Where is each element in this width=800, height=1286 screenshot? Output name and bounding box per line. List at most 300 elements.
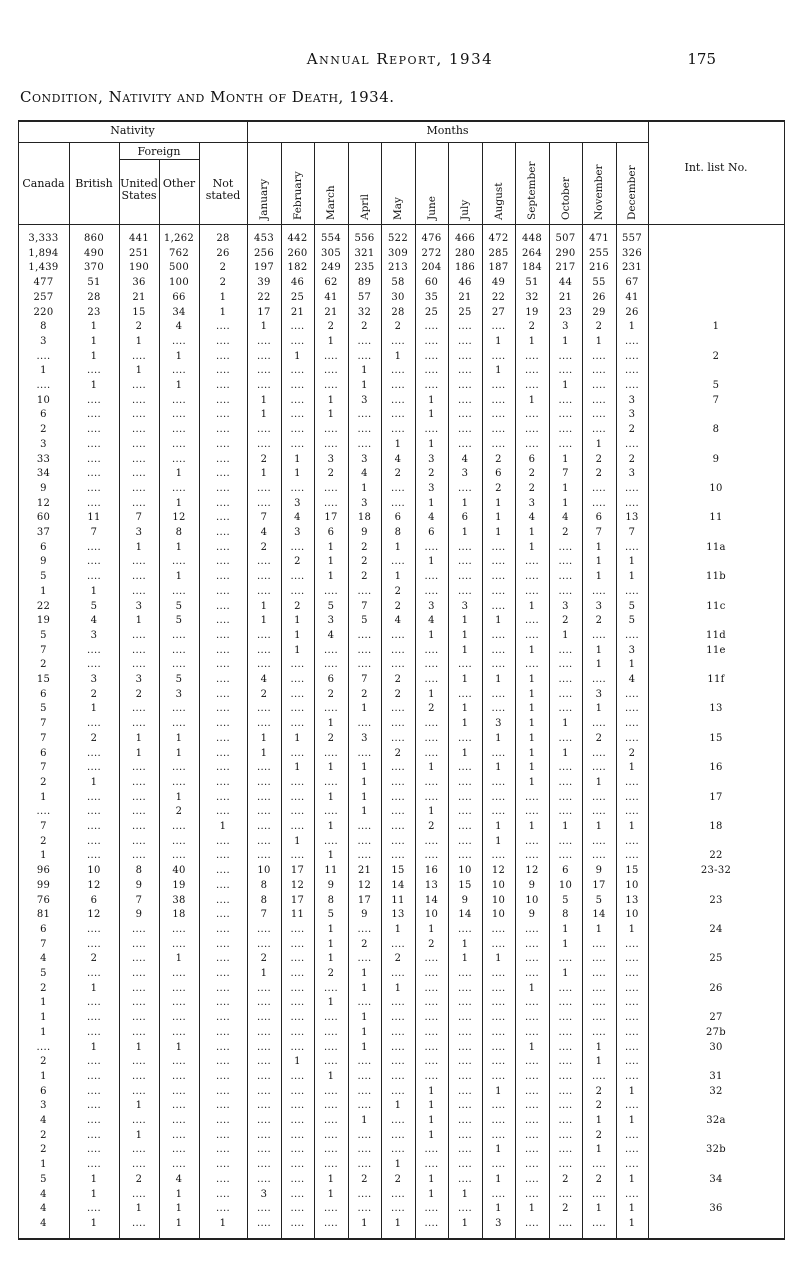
- table-cell: ....: [324, 1041, 338, 1053]
- table-cell: ....: [257, 644, 271, 656]
- table-cell: 1: [495, 732, 502, 744]
- table-cell: 2: [40, 1129, 47, 1141]
- table-cell: 1: [327, 791, 335, 803]
- table-cell: 441: [129, 233, 149, 244]
- table-cell: 860: [84, 233, 104, 244]
- frame-right-rule: [784, 120, 785, 1240]
- table-cell: 5: [562, 894, 569, 906]
- table-cell: 5: [40, 968, 47, 979]
- table-cell: ....: [257, 571, 271, 583]
- table-cell: ....: [357, 821, 372, 832]
- table-cell: 15: [458, 879, 472, 891]
- table-cell: 19: [525, 306, 539, 318]
- table-cell: 4: [294, 512, 301, 524]
- table-cell: 1: [495, 365, 502, 377]
- table-cell: 1: [528, 776, 536, 788]
- table-cell: 1: [361, 968, 368, 979]
- table-cell: 4: [428, 615, 435, 627]
- table-cell: ....: [424, 571, 439, 583]
- table-cell: ....: [391, 1070, 405, 1082]
- table-cell: ....: [625, 1026, 639, 1038]
- table-cell: 9: [327, 879, 335, 891]
- table-cell: ....: [87, 438, 101, 450]
- table-cell: 32: [525, 291, 539, 303]
- table-cell: 22: [257, 291, 271, 303]
- table-cell: ....: [216, 1070, 230, 1082]
- table-cell: 4: [260, 527, 268, 538]
- table-cell: 490: [84, 247, 104, 259]
- table-cell: 6: [40, 541, 47, 553]
- table-cell: 1: [394, 1217, 402, 1229]
- table-cell: 1: [175, 541, 183, 553]
- table-cell: 2: [562, 1173, 569, 1185]
- table-cell: 2: [135, 321, 143, 333]
- table-cell: 29: [592, 306, 606, 318]
- table-cell: ....: [592, 409, 606, 421]
- table-cell: 442: [287, 233, 308, 244]
- table-cell: 3: [135, 600, 143, 612]
- table-cell: 2: [495, 482, 502, 494]
- table-cell: 11c: [706, 600, 726, 612]
- table-cell: 2: [361, 556, 368, 568]
- table-cell: ....: [391, 644, 405, 656]
- table-cell: 2: [135, 688, 143, 700]
- table-cell: 1: [294, 453, 301, 465]
- table-cell: 1: [327, 409, 335, 421]
- col-header-june: June: [425, 196, 438, 220]
- table-cell: 2: [394, 688, 402, 700]
- table-cell: ....: [525, 659, 539, 671]
- table-cell: 2: [40, 982, 47, 994]
- table-cell: 24: [709, 923, 723, 935]
- table-cell: ....: [87, 821, 101, 832]
- table-cell: 1: [361, 380, 368, 391]
- table-cell: ....: [458, 585, 472, 597]
- table-cell: ....: [491, 1026, 506, 1038]
- table-cell: 3: [260, 1188, 268, 1200]
- table-cell: ....: [391, 424, 405, 436]
- table-cell: 1: [90, 350, 98, 362]
- table-cell: ....: [216, 541, 230, 553]
- table-cell: ....: [491, 409, 506, 421]
- table-cell: 2: [90, 732, 98, 744]
- table-cell: ....: [290, 1041, 305, 1053]
- table-cell: ....: [525, 1056, 539, 1068]
- table-cell: 7: [40, 732, 47, 744]
- table-cell: 76: [36, 894, 51, 906]
- table-cell: ....: [172, 1012, 186, 1024]
- table-cell: 2: [528, 468, 536, 480]
- table-cell: 309: [388, 247, 408, 259]
- table-cell: ....: [592, 1012, 606, 1024]
- table-cell: 17: [290, 865, 305, 877]
- table-cell: 27: [491, 306, 506, 318]
- table-cell: 1: [595, 1203, 603, 1215]
- table-cell: 19: [172, 879, 186, 891]
- table-cell: ....: [324, 497, 338, 509]
- table-cell: ....: [391, 1026, 405, 1038]
- table-cell: ....: [558, 541, 573, 553]
- table-cell: 2: [595, 1173, 603, 1185]
- table-cell: 11: [709, 512, 723, 524]
- table-cell: ....: [424, 365, 439, 377]
- table-cell: ....: [172, 659, 186, 671]
- table-cell: ....: [290, 409, 305, 421]
- table-cell: 2: [528, 482, 536, 494]
- table-cell: 89: [357, 277, 372, 289]
- table-cell: ....: [257, 1041, 271, 1053]
- table-cell: ....: [391, 835, 405, 847]
- table-cell: ....: [132, 923, 146, 935]
- table-cell: 1: [495, 1173, 502, 1185]
- table-cell: 2: [40, 659, 47, 671]
- table-cell: ....: [458, 659, 472, 671]
- table-cell: ....: [36, 380, 51, 391]
- table-cell: 1: [495, 1203, 502, 1215]
- table-cell: 14: [458, 909, 472, 921]
- table-cell: ....: [458, 365, 472, 377]
- table-cell: 1: [294, 1056, 301, 1068]
- table-cell: 1: [528, 718, 536, 730]
- table-cell: ....: [324, 1012, 338, 1024]
- table-cell: ....: [216, 365, 230, 377]
- table-cell: 256: [254, 247, 274, 259]
- table-cell: ....: [458, 1144, 472, 1156]
- table-cell: ....: [558, 776, 573, 788]
- col-header-united-states: United States: [120, 177, 158, 202]
- table-cell: 1: [562, 497, 569, 509]
- table-cell: 3: [294, 527, 301, 538]
- table-cell: ....: [290, 1129, 305, 1141]
- table-cell: ....: [424, 1026, 439, 1038]
- table-cell: ....: [132, 762, 146, 774]
- table-cell: 1: [260, 615, 268, 627]
- table-cell: 448: [522, 233, 542, 244]
- table-cell: 2: [595, 1085, 603, 1097]
- table-cell: ....: [290, 380, 305, 391]
- table-cell: ....: [216, 571, 230, 583]
- table-cell: ....: [592, 1217, 606, 1229]
- table-cell: ....: [558, 1159, 573, 1171]
- table-cell: ....: [290, 923, 305, 935]
- table-cell: 25: [290, 291, 305, 303]
- table-cell: 81: [36, 909, 51, 921]
- table-cell: 46: [458, 277, 472, 289]
- table-cell: 2: [327, 732, 335, 744]
- table-cell: 1: [595, 1041, 603, 1053]
- table-cell: 6: [327, 527, 335, 538]
- table-cell: ....: [132, 835, 146, 847]
- table-cell: ....: [357, 1056, 372, 1068]
- table-cell: ....: [391, 365, 405, 377]
- table-cell: ....: [132, 718, 146, 730]
- table-cell: 1: [175, 571, 183, 583]
- table-cell: 4: [40, 1217, 47, 1229]
- table-cell: ....: [216, 350, 230, 362]
- table-cell: ....: [357, 350, 372, 362]
- table-cell: 3: [628, 409, 636, 421]
- table-cell: ....: [424, 644, 439, 656]
- table-cell: ....: [491, 1100, 506, 1112]
- table-cell: 1: [175, 380, 183, 391]
- table-cell: 1: [90, 703, 98, 715]
- table-cell: 21: [357, 865, 372, 877]
- table-cell: 3: [495, 718, 502, 730]
- table-cell: ....: [257, 629, 271, 641]
- table-cell: ....: [257, 791, 271, 803]
- table-cell: ....: [558, 1056, 573, 1068]
- table-cell: 12: [36, 497, 51, 509]
- table-cell: ....: [324, 1217, 338, 1229]
- table-cell: 21: [132, 291, 146, 303]
- table-cell: ....: [424, 982, 439, 994]
- table-cell: 10: [625, 879, 639, 891]
- table-cell: 1: [461, 718, 469, 730]
- table-cell: ....: [132, 585, 146, 597]
- table-cell: ....: [424, 776, 439, 788]
- table-cell: ....: [290, 1144, 305, 1156]
- table-cell: ....: [172, 1115, 186, 1126]
- table-cell: 15: [391, 865, 405, 877]
- table-cell: 6: [562, 865, 569, 877]
- table-cell: 1: [428, 1085, 435, 1097]
- table-cell: ....: [625, 791, 639, 803]
- table-cell: ....: [592, 982, 606, 994]
- table-cell: ....: [216, 1203, 230, 1215]
- table-cell: 1: [528, 674, 536, 685]
- table-cell: 2: [40, 776, 47, 788]
- table-cell: 1: [90, 380, 98, 391]
- table-cell: ....: [216, 424, 230, 436]
- table-cell: ....: [87, 1203, 101, 1215]
- table-cell: 1: [428, 438, 435, 450]
- foreign-header: Foreign: [137, 145, 181, 158]
- table-cell: 2: [327, 968, 335, 979]
- table-cell: ....: [257, 1203, 271, 1215]
- table-cell: 5: [327, 600, 335, 612]
- table-cell: 472: [488, 233, 509, 244]
- table-cell: 2: [260, 953, 268, 965]
- table-cell: 2: [327, 688, 335, 700]
- table-cell: ....: [458, 1129, 472, 1141]
- table-cell: 7: [40, 938, 47, 950]
- table-cell: ....: [558, 585, 573, 597]
- table-cell: 6: [428, 527, 435, 538]
- table-cell: ....: [257, 585, 271, 597]
- table-cell: 1: [528, 1041, 536, 1053]
- table-cell: 1: [175, 497, 183, 509]
- table-cell: 13: [709, 703, 723, 715]
- table-cell: ....: [558, 1070, 573, 1082]
- table-cell: ....: [132, 791, 146, 803]
- col-header-july: July: [459, 199, 471, 220]
- table-cell: 1: [175, 732, 183, 744]
- table-cell: 11: [290, 909, 305, 921]
- table-cell: ....: [491, 424, 506, 436]
- table-cell: ....: [216, 732, 230, 744]
- table-cell: ....: [424, 350, 439, 362]
- col-header-other: Other: [162, 177, 196, 190]
- table-cell: ....: [491, 541, 506, 553]
- table-cell: ....: [172, 438, 186, 450]
- table-cell: ....: [491, 806, 506, 818]
- table-cell: 2: [595, 1100, 603, 1112]
- table-cell: ....: [324, 585, 338, 597]
- table-cell: 3: [40, 335, 47, 347]
- table-cell: ....: [391, 380, 405, 391]
- table-cell: ....: [525, 1159, 539, 1171]
- table-cell: ....: [172, 644, 186, 656]
- table-cell: 1: [461, 497, 469, 509]
- table-cell: 4: [40, 1203, 47, 1215]
- table-cell: 6: [40, 409, 47, 421]
- table-cell: 2: [562, 527, 569, 538]
- table-cell: 10: [709, 482, 723, 494]
- table-cell: ....: [132, 1056, 146, 1068]
- table-cell: 11f: [707, 674, 725, 685]
- table-cell: 21: [290, 306, 305, 318]
- table-cell: ....: [625, 1012, 639, 1024]
- table-cell: ....: [391, 394, 405, 406]
- table-cell: ....: [132, 438, 146, 450]
- table-cell: 2: [260, 688, 268, 700]
- table-cell: ....: [357, 835, 372, 847]
- table-cell: ....: [424, 835, 439, 847]
- table-cell: 14: [592, 909, 606, 921]
- table-cell: 5: [40, 1173, 47, 1185]
- table-cell: ....: [87, 556, 101, 568]
- table-cell: 554: [321, 233, 341, 244]
- table-cell: 9: [461, 894, 469, 906]
- table-cell: ....: [525, 923, 539, 935]
- table-cell: 4: [628, 674, 636, 685]
- table-cell: 3: [628, 644, 636, 656]
- table-cell: ....: [216, 1056, 230, 1068]
- table-cell: 1: [461, 953, 469, 965]
- table-cell: ....: [491, 644, 506, 656]
- table-cell: ....: [290, 1100, 305, 1112]
- table-cell: ....: [132, 1115, 146, 1126]
- table-cell: ....: [290, 718, 305, 730]
- table-cell: 18: [357, 512, 372, 524]
- col-header-march: March: [325, 185, 337, 220]
- table-cell: 1: [135, 1129, 143, 1141]
- table-cell: 231: [622, 262, 642, 274]
- table-cell: ....: [172, 718, 186, 730]
- table-cell: ....: [216, 953, 230, 965]
- table-cell: ....: [290, 1085, 305, 1097]
- table-cell: ....: [458, 1203, 472, 1215]
- table-cell: ....: [391, 776, 405, 788]
- table-cell: ....: [558, 424, 573, 436]
- table-cell: ....: [216, 1115, 230, 1126]
- table-cell: 15: [625, 865, 639, 877]
- table-cell: 6: [40, 688, 47, 700]
- table-cell: ....: [558, 659, 573, 671]
- table-cell: ....: [87, 850, 101, 862]
- table-cell: ....: [257, 424, 271, 436]
- table-cell: 34: [709, 1173, 723, 1185]
- table-cell: ....: [391, 1056, 405, 1068]
- table-cell: 3,333: [28, 233, 59, 244]
- table-cell: ....: [458, 335, 472, 347]
- table-cell: 2: [428, 703, 435, 715]
- table-cell: 1: [428, 394, 435, 406]
- table-cell: 3: [428, 453, 435, 465]
- table-cell: 1: [495, 1085, 502, 1097]
- table-cell: ....: [172, 453, 186, 465]
- table-cell: 1: [528, 821, 536, 832]
- table-cell: ....: [172, 1070, 186, 1082]
- table-cell: 9: [361, 909, 368, 921]
- table-cell: 1: [495, 615, 502, 627]
- table-cell: ....: [625, 953, 639, 965]
- table-cell: ....: [391, 1115, 405, 1126]
- table-cell: ....: [391, 821, 405, 832]
- table-cell: 1: [135, 1041, 143, 1053]
- table-cell: ....: [357, 850, 372, 862]
- table-cell: ....: [290, 1115, 305, 1126]
- table-cell: ....: [525, 629, 539, 641]
- table-cell: ....: [257, 1085, 271, 1097]
- table-cell: 8: [260, 894, 268, 906]
- col-header-february: February: [291, 171, 304, 220]
- table-cell: 1: [294, 732, 301, 744]
- table-cell: 2: [327, 468, 335, 480]
- table-cell: 1: [90, 982, 98, 994]
- table-cell: ....: [558, 982, 573, 994]
- table-cell: ....: [458, 1026, 472, 1038]
- table-cell: ....: [592, 762, 606, 774]
- table-cell: 28: [87, 291, 101, 303]
- table-cell: ....: [290, 1173, 305, 1185]
- table-cell: ....: [424, 1203, 439, 1215]
- table-cell: 7: [628, 527, 636, 538]
- table-cell: 21: [324, 306, 338, 318]
- table-cell: ....: [290, 953, 305, 965]
- table-cell: 5: [712, 380, 720, 391]
- table-cell: 1: [135, 1100, 143, 1112]
- table-cell: ....: [391, 1188, 405, 1200]
- table-cell: ....: [625, 1159, 639, 1171]
- table-cell: 6: [495, 468, 502, 480]
- table-cell: 7: [260, 512, 268, 524]
- table-cell: 11b: [705, 571, 727, 583]
- table-cell: 1: [595, 644, 603, 656]
- table-cell: ....: [257, 380, 271, 391]
- table-cell: ....: [491, 659, 506, 671]
- table-cell: ....: [257, 1070, 271, 1082]
- table-cell: ....: [424, 1144, 439, 1156]
- table-cell: ....: [324, 659, 338, 671]
- table-cell: 1: [628, 1115, 636, 1126]
- table-cell: 1: [428, 1100, 435, 1112]
- table-cell: ....: [216, 482, 230, 494]
- table-cell: ....: [625, 997, 639, 1009]
- table-cell: ....: [391, 659, 405, 671]
- col-header-may: May: [392, 197, 404, 220]
- table-cell: ....: [216, 394, 230, 406]
- table-cell: ....: [87, 835, 101, 847]
- col-header-int-list: Int. list No.: [684, 161, 748, 174]
- table-cell: ....: [257, 1144, 271, 1156]
- table-cell: 1: [562, 968, 569, 979]
- table-cell: ....: [357, 438, 372, 450]
- table-cell: ....: [132, 997, 146, 1009]
- table-cell: ....: [216, 438, 230, 450]
- table-cell: 2: [394, 468, 402, 480]
- table-cell: 1: [428, 1129, 435, 1141]
